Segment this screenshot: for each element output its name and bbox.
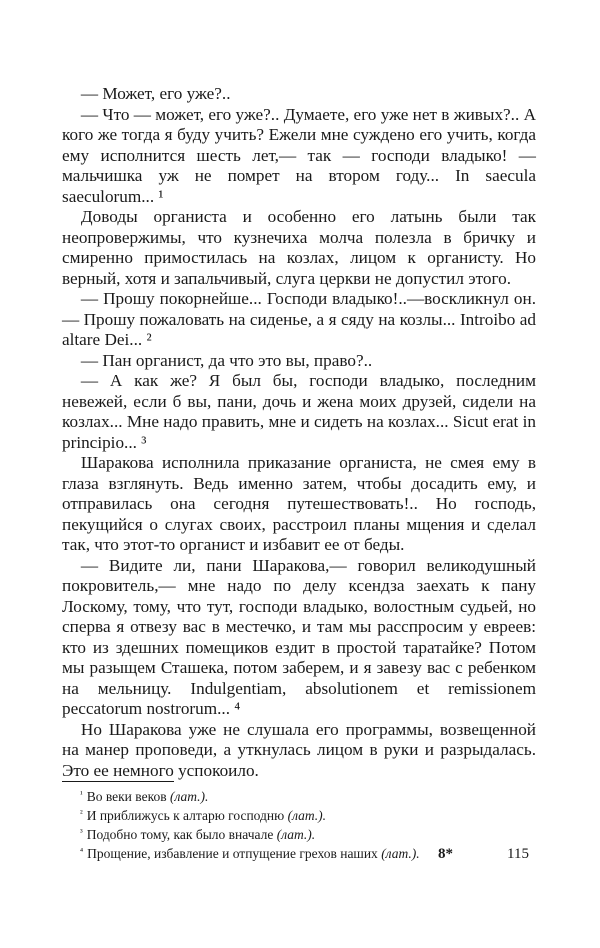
footnote: $^{^2}$ И приближусь к алтарю господню (лат.). <box>80 808 327 823</box>
paragraph: Шаракова исполнила приказание органиста, не смея ему в глаза взглянуть. Ведь именно затем, чтобы досадить ему, и отправилась она сегодня путешествовать!.. Но господь, пекущийся о слугах своих, расстроил планы мщения и сделал так, что этот-то органист и избавит ее от беды. <box>62 453 536 554</box>
signature-mark: 8* <box>438 846 453 862</box>
paragraph: — Прошу покорнейше... Господи владыко!..—воскликнул он. — Прошу пожаловать на сиденье, а я сяду на козлы... Introibo ad altare Dei... ² <box>62 289 536 349</box>
paragraph: — Что — может, его уже?.. Думаете, его уже нет в живых?.. А кого же тогда я буду учить? Ежели мне суждено его учить, когда ему исполнится шесть лет,— так — господи владыко! — мальчишка уж не помрет на втором году... In saecula saeculorum... ¹ <box>62 104 536 206</box>
paragraph: Но Шаракова уже не слушала его программы, возвещенной на манер проповеди, а уткнулась лицом в руки и разрыдалась. Это ее немного успокоило. <box>62 719 536 780</box>
paragraph: — Пан органист, да что это вы, право?.. <box>80 350 373 370</box>
footnote: $^{^4}$ Прощение, избавление и отпущение грехов наших (лат.). <box>80 846 420 861</box>
paragraph: Доводы органиста и особенно его латынь были так неопровержимы, что кузнечиха молча полезла в бричку и смиренно примостилась на козлах, лицом к органисту. Но верный, хотя и запальчивый, слуга церкви не допустил этого. <box>62 207 536 288</box>
body-text <box>62 84 536 781</box>
page-number: 115 <box>507 846 529 862</box>
footnotes <box>80 786 540 862</box>
footnote: $^{^1}$ Во веки веков (лат.). <box>80 789 209 804</box>
paragraph: — А как же? Я был бы, господи владыко, последним невежей, если б вы, пани, дочь и жена моих друзей, сидели на козлах... Мне надо править, мне и сидеть на козлах... Sicut erat in principio... ³ <box>62 371 536 452</box>
paragraph: — Видите ли, пани Шаракова,— говорил великодушный покровитель,— мне надо по делу ксендза заехать к пану Лоскому, тому, что тут, господи владыко, волостным судьей, но сперва я отвезу вас в местечко, и там мы расспросим у евреев: кто из здешних помещиков ездит в простой таратайке? Потом мы разыщем Сташека, потом заберем, и я завезу вас с ребенком на мельницу. Indulgentiam, absolutionem et remissionem peccatorum nostrorum... ⁴ <box>62 555 536 718</box>
footnote: $^{^3}$ Подобно тому, как было вначале (лат.). <box>80 827 316 842</box>
paragraph: — Может, его уже?.. <box>80 84 231 103</box>
footnote-divider <box>62 781 174 782</box>
